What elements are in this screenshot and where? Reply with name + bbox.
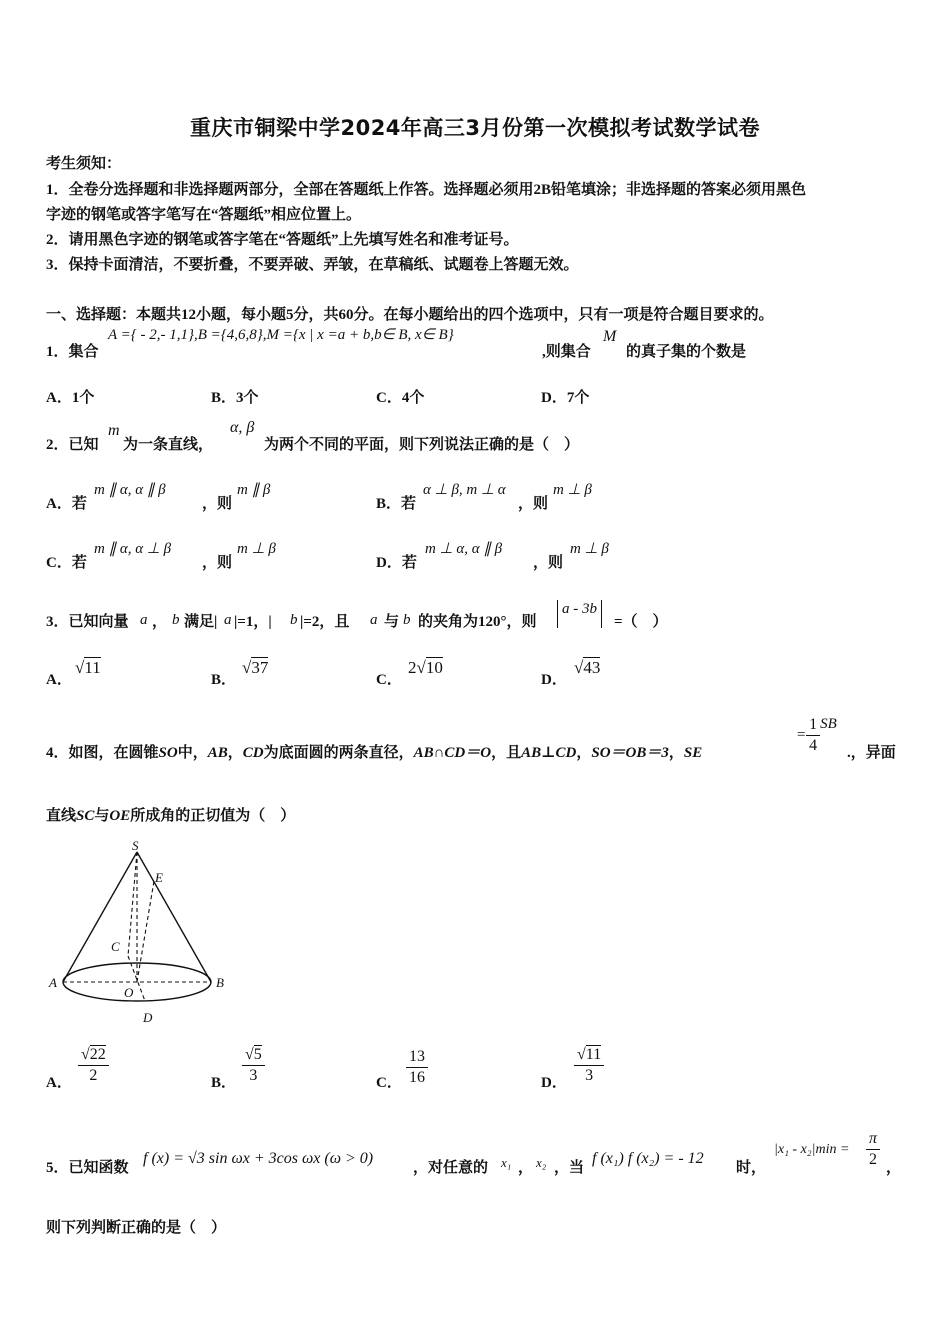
q2-prefix: 2．已知	[46, 437, 99, 453]
q4-text-5: ，且	[491, 745, 522, 761]
q4-option-a-frac	[78, 1046, 109, 1085]
section-heading: 一、选择题：本题共12小题，每小题5分，共60分。在每小题给出的四个选项中，只有一项是符合题目要求的。	[46, 307, 774, 323]
q4-option-c-den: 16	[409, 1069, 425, 1086]
q2-option-b-res: m ⊥ β	[553, 482, 592, 498]
q1-option-d[interactable]: D．7个	[541, 390, 590, 406]
q3-vector-a: a	[140, 612, 148, 628]
q3-option-a-label[interactable]: A．	[46, 672, 72, 688]
q4-option-b-num: √5	[242, 1046, 265, 1066]
q4-option-d-radicand: 11	[585, 1046, 602, 1063]
q4-ab-perp-cd: AB⊥CD	[521, 745, 577, 761]
q4-text-10: 所成角的正切值为（ ）	[130, 808, 296, 824]
q4-option-d-num: √11	[574, 1046, 604, 1066]
label-s: S	[132, 838, 139, 853]
segment-oe	[137, 881, 154, 982]
q4-ab: AB	[207, 745, 228, 761]
q3-abs-value	[557, 600, 602, 628]
q5-pi-over-2	[866, 1130, 880, 1169]
q4-line2	[46, 804, 295, 825]
label-o: O	[124, 985, 134, 1000]
q4-option-b-label[interactable]: B．	[211, 1075, 237, 1091]
q3-option-b-radicand: 37	[251, 658, 269, 677]
q3-vector-a-3: a	[370, 612, 378, 628]
q3-prefix: 3．已知向量	[46, 614, 129, 630]
notice-line-1b: 字迹的钢笔或答字笔写在“答题纸”相应位置上。	[46, 207, 362, 223]
q2-option-a-cond: m ∥ α, α ∥ β	[94, 482, 166, 498]
q2-option-d-then: ，则	[533, 555, 564, 571]
q2-option-a-res: m ∥ β	[237, 482, 271, 498]
q4-option-c-value	[406, 1048, 428, 1087]
q5-product: f (x₁) f (x₂) = - 12	[592, 1150, 704, 1167]
q4-option-c-num: 13	[406, 1048, 428, 1068]
q2-option-b-then: ，则	[518, 496, 549, 512]
q4-so-ob: SO＝OB＝3	[591, 745, 669, 761]
label-a: A	[49, 975, 57, 990]
q4-sb: SB	[820, 716, 837, 732]
q3-option-b-label[interactable]: B．	[211, 672, 237, 688]
q4-sc: SC	[76, 808, 95, 824]
q2-option-b-label[interactable]: B．若	[376, 496, 417, 512]
label-b: B	[216, 975, 224, 990]
q4-ab-cap-cd: AB∩CD＝O	[413, 745, 492, 761]
q3-option-a-radicand: 11	[84, 658, 101, 677]
q1-mid: ,则集合	[542, 344, 591, 360]
q1-option-c[interactable]: C．4个	[376, 390, 425, 406]
q5-x1: x₁	[501, 1155, 512, 1170]
q4-so: SO	[158, 745, 178, 761]
q5-prefix: 5．已知函数	[46, 1160, 129, 1176]
label-e: E	[155, 870, 163, 885]
q3-option-c-value: 2√10	[408, 658, 443, 677]
q4-oe: OE	[109, 808, 131, 824]
q2-mid1: 为一条直线，	[123, 437, 214, 453]
q4-se: SE	[683, 745, 703, 761]
q4-eq: =	[796, 727, 807, 744]
q4-text-9: 与	[94, 808, 110, 824]
q3-option-c-label[interactable]: C．	[376, 672, 402, 688]
q4-option-b-frac	[242, 1046, 265, 1085]
notice-heading: 考生须知：	[46, 156, 122, 172]
notice-line-3: 3．保持卡面清洁，不要折叠，不要弄破、弄皱，在草稿纸、试题卷上答题无效。	[46, 257, 579, 273]
q1-prefix: 1．集合	[46, 344, 99, 360]
q3-c1: |=1，|	[234, 614, 272, 630]
q4-option-a-num: √22	[78, 1046, 109, 1066]
q3-expression: a - 3b	[562, 601, 597, 617]
q5-pi: π	[866, 1130, 880, 1150]
q3-angle: 的夹角为120°，则	[418, 614, 537, 630]
q3-vector-b-3: b	[403, 612, 411, 628]
q4-option-b-den: 3	[249, 1067, 258, 1084]
label-c: C	[111, 939, 120, 954]
page-title: 重庆市铜梁中学2024年高三3月份第一次模拟考试数学试卷	[189, 116, 761, 140]
q5-function: f (x) = √3 sin ωx + 3cos ωx (ω > 0)	[143, 1150, 374, 1167]
q4-se-formula	[796, 716, 837, 755]
q3-with: 与	[384, 614, 400, 630]
q4-option-a-den: 2	[89, 1067, 98, 1084]
cone-figure	[40, 838, 240, 1030]
q5-t4: 时，	[736, 1160, 767, 1176]
q3-option-d-value: √43	[574, 658, 601, 677]
q2-option-c-then: ，则	[202, 555, 233, 571]
q3-option-c-radicand: 10	[425, 658, 443, 677]
q4-option-d-frac	[574, 1046, 604, 1085]
notice-line-1a: 1．全卷分选择题和非选择题两部分，全部在答题纸上作答。选择题必须用2B铅笔填涂；非选择题的答案必须用黑色	[46, 182, 807, 198]
q4-text-4: 为底面圆的两条直径，	[263, 745, 414, 761]
q4-option-a-radicand: 22	[89, 1046, 106, 1063]
q5-t1: ，对任意的	[413, 1160, 489, 1176]
q4-option-b-radicand: 5	[253, 1046, 262, 1063]
q5-x2: x₂	[536, 1155, 547, 1170]
q4-option-c-label[interactable]: C．	[376, 1075, 402, 1091]
q4-text-8: 直线	[46, 808, 77, 824]
q1-m: M	[603, 328, 617, 345]
q2-option-a-label[interactable]: A．若	[46, 496, 87, 512]
q4-option-d-label[interactable]: D．	[541, 1075, 567, 1091]
q4-fraction-num: 1	[806, 716, 820, 736]
q1-set-expression: A ={ - 2,- 1,1},B ={4,6,8},M ={x | x =a + b,b∈ B, x∈ B}	[108, 327, 454, 343]
q4-option-b-value	[242, 1046, 265, 1085]
q2-alpha-beta: α, β	[230, 419, 255, 436]
q4-option-c-frac	[406, 1048, 428, 1087]
q4-text-1: 4．如图，在圆锥	[46, 745, 159, 761]
q3-option-b-value: √37	[242, 658, 269, 677]
q4-fraction-den: 4	[809, 737, 818, 754]
q2-option-c-label[interactable]: C．若	[46, 555, 87, 571]
q5-abs-min: |x₁ - x₂|min =	[774, 1142, 850, 1157]
q3-vector-b-2: b	[290, 612, 298, 628]
q5-t3: ，当	[554, 1160, 585, 1176]
q4-option-d-value	[574, 1046, 604, 1085]
q5-t5: ，	[886, 1160, 902, 1176]
q4-fraction	[806, 716, 820, 755]
q4-text-7: ，	[668, 745, 684, 761]
q2-m: m	[108, 422, 120, 439]
q2-option-d-cond: m ⊥ α, α ∥ β	[425, 541, 503, 557]
q2-option-a-then: ，则	[202, 496, 233, 512]
q4-text-6: ，	[576, 745, 592, 761]
q4-option-d-den: 3	[585, 1067, 594, 1084]
q5-two: 2	[869, 1151, 877, 1168]
q2-option-c-cond: m ∥ α, α ⊥ β	[94, 541, 172, 557]
label-d: D	[143, 1010, 153, 1025]
q2-option-d-res: m ⊥ β	[570, 541, 609, 557]
q4-option-a-label[interactable]: A．	[46, 1075, 72, 1091]
q4-text-3: ，	[227, 745, 243, 761]
q5-fraction	[866, 1130, 880, 1169]
q5-line2: 则下列判断正确的是（ ）	[46, 1220, 227, 1236]
q2-mid2: 为两个不同的平面，则下列说法正确的是（ ）	[264, 437, 580, 453]
q1-suffix: 的真子集的个数是	[626, 344, 747, 360]
notice-line-2: 2．请用黑色字迹的钢笔或答字笔在“答题纸”上先填写姓名和准考证号。	[46, 232, 519, 248]
q3-option-d-label[interactable]: D．	[541, 672, 567, 688]
q2-option-c-res: m ⊥ β	[237, 541, 276, 557]
q2-option-b-cond: α ⊥ β, m ⊥ α	[423, 482, 506, 498]
segment-sc	[128, 852, 137, 956]
q3-vector-a-2: a	[224, 612, 232, 628]
q2-option-d-label[interactable]: D．若	[376, 555, 417, 571]
q4-cd: CD	[242, 745, 264, 761]
q5-t2: ，	[518, 1160, 534, 1176]
q3-c2: |=2，且	[300, 614, 350, 630]
q3-vector-b: b	[172, 612, 180, 628]
q3-cond: 满足|	[184, 614, 218, 630]
q4-line1	[46, 741, 702, 762]
q3-option-c-coef: 2	[408, 658, 417, 677]
q4-t7: .，异面	[847, 745, 896, 761]
q1-option-b[interactable]: B．3个	[211, 390, 259, 406]
q3-sep: ，	[152, 614, 168, 630]
q1-option-a[interactable]: A．1个	[46, 390, 95, 406]
q3-option-d-radicand: 43	[583, 658, 601, 677]
q4-text-2: 中，	[177, 745, 208, 761]
q3-tail: =（ ）	[614, 614, 668, 630]
q4-option-a-value	[78, 1046, 109, 1085]
q3-option-a-value: √11	[75, 658, 101, 677]
